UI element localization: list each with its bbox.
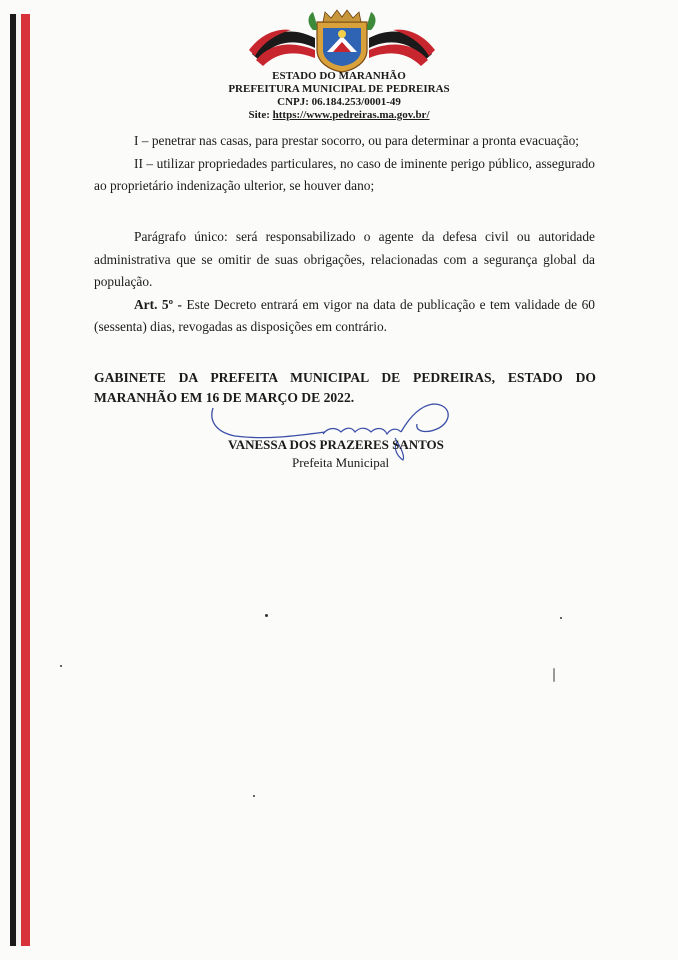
signer-role: Prefeita Municipal (292, 455, 390, 470)
article-5 (94, 294, 595, 339)
paragraph-unico: Parágrafo único: será responsabilizado o agente da defesa civil ou autoridade administrativa que se omitir de suas obrigações, relacionadas com a segurança global da população. (94, 229, 595, 289)
cnpj: CNPJ: 06.184.253/0001-49 (277, 96, 401, 108)
state-name: ESTADO DO MARANHÃO (272, 70, 406, 82)
item-ii: II – utilizar propriedades particulares, no caso de iminente perigo público, assegurado ao proprietário indenização ulterior, se houver dano; (94, 155, 595, 193)
item-i: I – penetrar nas casas, para prestar socorro, ou para determinar a pronta evacuação; (134, 133, 580, 148)
scan-speck (265, 614, 268, 617)
scan-speck (560, 617, 562, 619)
border-stripe-red (21, 14, 30, 946)
article-5-text: Este Decreto entrará em vigor na data de publicação e tem validade de 60 (sessenta) dias, revogadas as disposições em contrário. (94, 296, 595, 334)
closing-statement: GABINETE DA PREFEITA MUNICIPAL DE PEDREIRAS, ESTADO DO MARANHÃO EM 16 DE MARÇO DE 2022. (94, 370, 596, 405)
document-body (94, 130, 595, 198)
scan-speck (553, 668, 555, 682)
paragraph-unico-block (94, 226, 595, 339)
scan-speck (253, 795, 255, 797)
scan-speck (60, 665, 62, 667)
municipality-name: PREFEITURA MUNICIPAL DE PEDREIRAS (228, 83, 450, 95)
site-label: Site: (248, 109, 270, 121)
site-link[interactable]: https://www.pedreiras.ma.gov.br/ (272, 109, 430, 121)
signer-name: VANESSA DOS PRAZERES SANTOS (228, 437, 444, 452)
article-5-label: Art. 5º - (134, 296, 182, 312)
municipal-coat-of-arms-icon (247, 8, 437, 74)
document-header (0, 70, 678, 122)
